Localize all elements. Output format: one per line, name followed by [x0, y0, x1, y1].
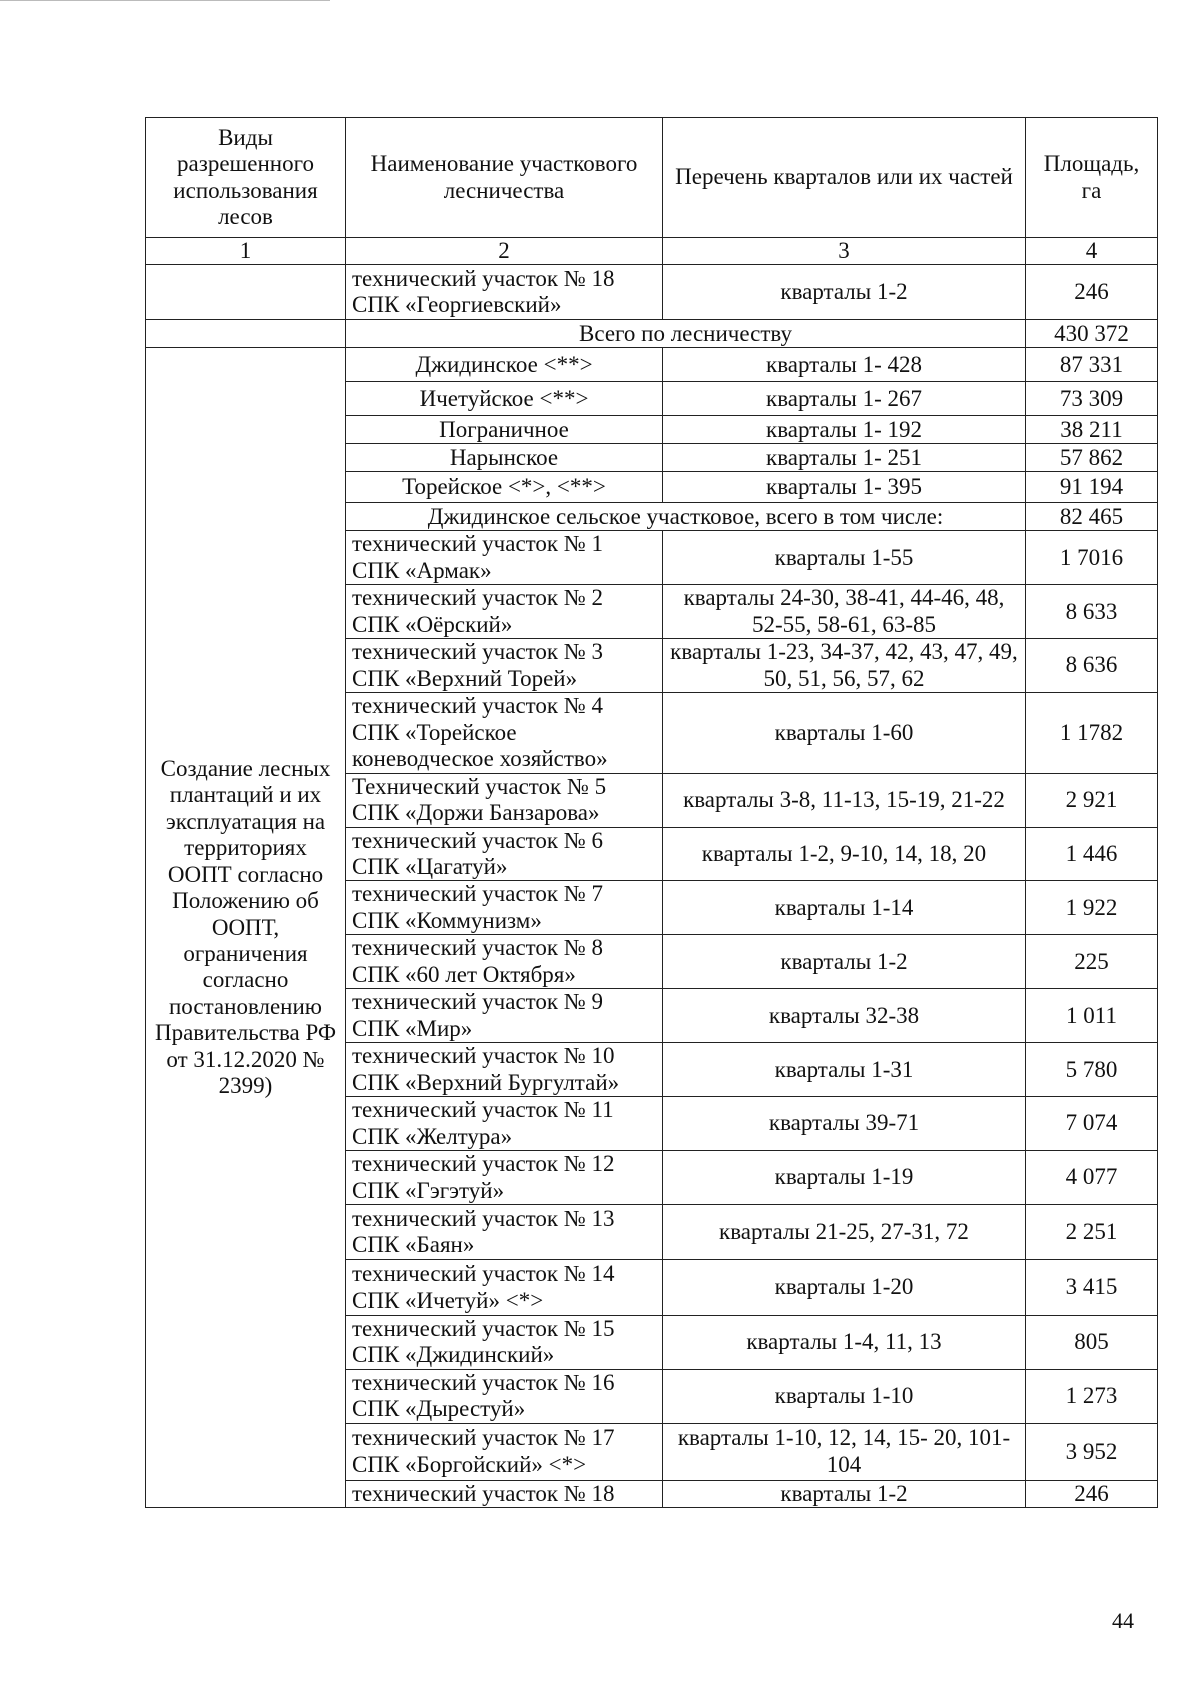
- empty-usage-cell: [146, 265, 346, 320]
- usage-type-cell: Создание лесных плантаций и их эксплуатация на территориях ООПТ согласно Положению об ООПТ, ограничения согласно постановлению Правительства РФ от 31.12.2020 № 2399): [146, 348, 346, 1508]
- site-name: технический участок № 8 СПК «60 лет Октября»: [346, 935, 663, 989]
- forestry-area: 87 331: [1026, 348, 1158, 382]
- forestry-quarters: кварталы 1- 267: [663, 382, 1026, 416]
- site-quarters: кварталы 1-2, 9-10, 14, 18, 20: [663, 827, 1026, 881]
- site-quarters: кварталы 1-23, 34-37, 42, 43, 47, 49, 50, 51, 56, 57, 62: [663, 639, 1026, 693]
- header-forestry-name: Наименование участкового лесничества: [346, 118, 663, 238]
- forestry-area: 57 862: [1026, 444, 1158, 472]
- site-quarters: кварталы 32-38: [663, 989, 1026, 1043]
- site-name: технический участок № 16 СПК «Дырестуй»: [346, 1369, 663, 1423]
- column-number: 2: [346, 238, 663, 265]
- site-name: технический участок № 10 СПК «Верхний Бургултай»: [346, 1043, 663, 1097]
- site-area: 4 077: [1026, 1151, 1158, 1205]
- site-area: 2 251: [1026, 1205, 1158, 1260]
- empty-usage-cell: [146, 320, 346, 348]
- site-name: технический участок № 15 СПК «Джидинский»: [346, 1316, 663, 1370]
- site-name: технический участок № 9 СПК «Мир»: [346, 989, 663, 1043]
- forest-use-table: [145, 117, 1158, 1508]
- column-number: 4: [1026, 238, 1158, 265]
- site-name: технический участок № 6 СПК «Цагатуй»: [346, 827, 663, 881]
- site-area: 1 446: [1026, 827, 1158, 881]
- subtotal-area: 82 465: [1026, 503, 1158, 531]
- header-usage-type: Виды разрешенного использования лесов: [146, 118, 346, 238]
- header-quarters: Перечень кварталов или их частей: [663, 118, 1026, 238]
- site-quarters: кварталы 39-71: [663, 1097, 1026, 1151]
- forestry-quarters: кварталы 1- 251: [663, 444, 1026, 472]
- forestry-area: 38 211: [1026, 416, 1158, 444]
- site-area: 805: [1026, 1316, 1158, 1370]
- site-quarters: кварталы 24-30, 38-41, 44-46, 48, 52-55, 58-61, 63-85: [663, 585, 1026, 639]
- site-quarters: кварталы 1-2: [663, 1480, 1026, 1507]
- site-area: 3 415: [1026, 1260, 1158, 1316]
- site-quarters: кварталы 3-8, 11-13, 15-19, 21-22: [663, 773, 1026, 827]
- site-name: технический участок № 14 СПК «Ичетуй» <*>: [346, 1260, 663, 1316]
- site-area: 1 922: [1026, 881, 1158, 935]
- site-quarters: кварталы 1-2: [663, 265, 1026, 320]
- forestry-quarters: кварталы 1- 395: [663, 472, 1026, 503]
- column-number: 3: [663, 238, 1026, 265]
- forestry-area: 73 309: [1026, 382, 1158, 416]
- site-area: 3 952: [1026, 1423, 1158, 1480]
- total-label: Всего по лесничеству: [346, 320, 1026, 348]
- site-name: технический участок № 3 СПК «Верхний Торей»: [346, 639, 663, 693]
- site-quarters: кварталы 1-20: [663, 1260, 1026, 1316]
- column-number: 1: [146, 238, 346, 265]
- site-area: 246: [1026, 265, 1158, 320]
- site-area: 1 1782: [1026, 693, 1158, 773]
- scan-edge-line: [0, 0, 330, 1]
- site-name: технический участок № 18: [346, 1480, 663, 1507]
- forestry-area: 91 194: [1026, 472, 1158, 503]
- site-name: технический участок № 18 СПК «Георгиевский»: [346, 265, 663, 320]
- forestry-name: Ичетуйское <**>: [346, 382, 663, 416]
- forestry-quarters: кварталы 1- 428: [663, 348, 1026, 382]
- total-area: 430 372: [1026, 320, 1158, 348]
- site-quarters: кварталы 1-10: [663, 1369, 1026, 1423]
- table-row: [146, 265, 1158, 320]
- header-area: Площадь, га: [1026, 118, 1158, 238]
- forestry-name: Джидинское <**>: [346, 348, 663, 382]
- site-quarters: кварталы 1-2: [663, 935, 1026, 989]
- forestry-quarters: кварталы 1- 192: [663, 416, 1026, 444]
- table-header-row: [146, 118, 1158, 238]
- site-area: 7 074: [1026, 1097, 1158, 1151]
- site-area: 8 636: [1026, 639, 1158, 693]
- site-quarters: кварталы 1-19: [663, 1151, 1026, 1205]
- site-name: Технический участок № 5 СПК «Доржи Банзарова»: [346, 773, 663, 827]
- site-area: 246: [1026, 1480, 1158, 1507]
- site-name: технический участок № 17 СПК «Боргойский» <*>: [346, 1423, 663, 1480]
- site-quarters: кварталы 1-31: [663, 1043, 1026, 1097]
- site-name: технический участок № 13 СПК «Баян»: [346, 1205, 663, 1260]
- site-area: 1 7016: [1026, 531, 1158, 585]
- site-quarters: кварталы 1-55: [663, 531, 1026, 585]
- site-area: 1 011: [1026, 989, 1158, 1043]
- column-number-row: [146, 238, 1158, 265]
- site-quarters: кварталы 1-60: [663, 693, 1026, 773]
- site-area: 8 633: [1026, 585, 1158, 639]
- forestry-name: Пограничное: [346, 416, 663, 444]
- site-quarters: кварталы 1-4, 11, 13: [663, 1316, 1026, 1370]
- site-name: технический участок № 1 СПК «Армак»: [346, 531, 663, 585]
- site-area: 225: [1026, 935, 1158, 989]
- forestry-row: [146, 348, 1158, 382]
- site-quarters: кварталы 1-10, 12, 14, 15- 20, 101-104: [663, 1423, 1026, 1480]
- site-quarters: кварталы 1-14: [663, 881, 1026, 935]
- site-name: технический участок № 12 СПК «Гэгэтуй»: [346, 1151, 663, 1205]
- forestry-name: Торейское <*>, <**>: [346, 472, 663, 503]
- site-name: технический участок № 7 СПК «Коммунизм»: [346, 881, 663, 935]
- site-name: технический участок № 2 СПК «Оёрский»: [346, 585, 663, 639]
- site-area: 5 780: [1026, 1043, 1158, 1097]
- site-area: 2 921: [1026, 773, 1158, 827]
- subtotal-label: Джидинское сельское участковое, всего в том числе:: [346, 503, 1026, 531]
- site-name: технический участок № 4 СПК «Торейское коневодческое хозяйство»: [346, 693, 663, 773]
- site-quarters: кварталы 21-25, 27-31, 72: [663, 1205, 1026, 1260]
- total-row: [146, 320, 1158, 348]
- site-area: 1 273: [1026, 1369, 1158, 1423]
- site-name: технический участок № 11 СПК «Желтура»: [346, 1097, 663, 1151]
- page-number: 44: [1112, 1608, 1134, 1633]
- forestry-name: Нарынское: [346, 444, 663, 472]
